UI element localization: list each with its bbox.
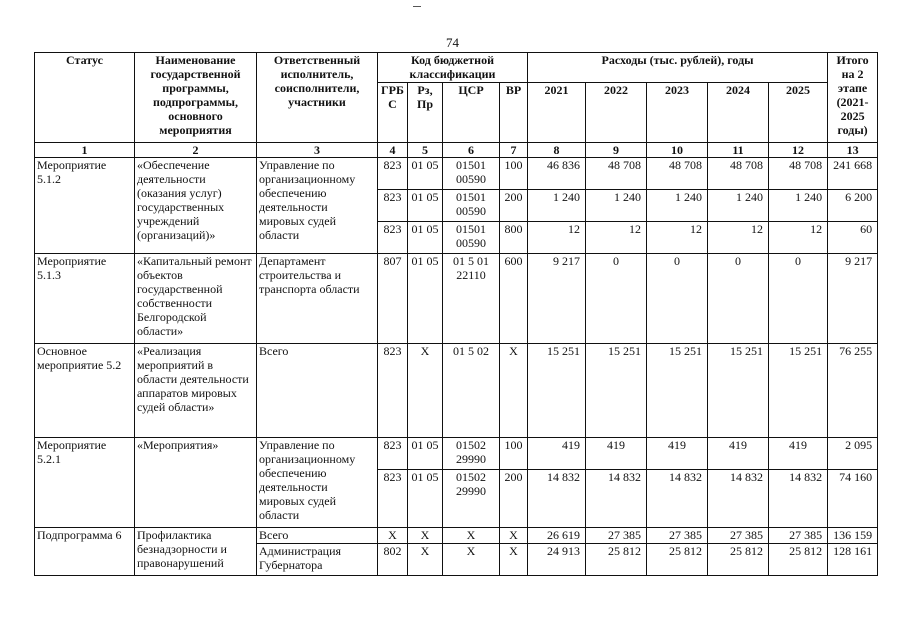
cell-rzpr: 01 05: [408, 158, 443, 190]
cell-2025: 25 812: [769, 544, 828, 576]
cell-vr: 200: [500, 190, 528, 222]
header-total: Итого на 2 этапе (2021-2025 годы): [828, 53, 878, 143]
cell-total: 136 159: [828, 528, 878, 544]
col-num: 7: [500, 143, 528, 158]
cell-2025: 27 385: [769, 528, 828, 544]
cell-rzpr: Х: [408, 544, 443, 576]
row-name: Профилактика безнадзорности и правонарушений: [135, 528, 257, 576]
cell-csr: 01 5 01 22110: [443, 254, 500, 344]
cell-rzpr: 01 05: [408, 222, 443, 254]
cell-2021: 24 913: [528, 544, 586, 576]
cell-2022: 419: [586, 438, 647, 470]
cell-grbs: 807: [378, 254, 408, 344]
col-num: 5: [408, 143, 443, 158]
cell-total: 76 255: [828, 344, 878, 438]
table-row: [35, 344, 878, 438]
cell-vr: 800: [500, 222, 528, 254]
cell-csr: 01501 00590: [443, 222, 500, 254]
cell-2024: 419: [708, 438, 769, 470]
cell-2023: 14 832: [647, 470, 708, 528]
cell-total: 241 668: [828, 158, 878, 190]
row-name: «Капитальный ремонт объектов государственной собственности Белгородской области»: [135, 254, 257, 344]
cell-2023: 0: [647, 254, 708, 344]
cell-total: 74 160: [828, 470, 878, 528]
cell-csr: 01501 00590: [443, 158, 500, 190]
cell-2022: 25 812: [586, 544, 647, 576]
col-num: 1: [35, 143, 135, 158]
col-num: 6: [443, 143, 500, 158]
table-row: [35, 528, 878, 544]
cell-2022: 48 708: [586, 158, 647, 190]
cell-2024: 48 708: [708, 158, 769, 190]
cell-2023: 48 708: [647, 158, 708, 190]
cell-vr: 200: [500, 470, 528, 528]
col-num: 13: [828, 143, 878, 158]
cell-csr: 01502 29990: [443, 470, 500, 528]
row-status: Мероприятие 5.1.2: [35, 158, 135, 254]
cell-rzpr: 01 05: [408, 190, 443, 222]
cell-2021: 46 836: [528, 158, 586, 190]
cell-2024: 14 832: [708, 470, 769, 528]
header-expenses: Расходы (тыс. рублей), годы: [528, 53, 828, 83]
cell-2025: 0: [769, 254, 828, 344]
cell-2021: 12: [528, 222, 586, 254]
cell-grbs: 823: [378, 438, 408, 470]
cell-2023: 12: [647, 222, 708, 254]
cell-2021: 14 832: [528, 470, 586, 528]
cell-2024: 1 240: [708, 190, 769, 222]
col-num: 4: [378, 143, 408, 158]
cell-csr: 01501 00590: [443, 190, 500, 222]
cell-vr: Х: [500, 544, 528, 576]
cell-2021: 1 240: [528, 190, 586, 222]
cell-2025: 48 708: [769, 158, 828, 190]
header-2025: 2025: [769, 83, 828, 143]
cell-total: 2 095: [828, 438, 878, 470]
cell-2025: 419: [769, 438, 828, 470]
table-row: [35, 254, 878, 344]
header-2024: 2024: [708, 83, 769, 143]
cell-total: 9 217: [828, 254, 878, 344]
header-2022: 2022: [586, 83, 647, 143]
row-status: Мероприятие 5.2.1: [35, 438, 135, 528]
cell-2024: 25 812: [708, 544, 769, 576]
row-name: «Реализация мероприятий в области деятельности аппаратов мировых судей области»: [135, 344, 257, 438]
row-status: Основное мероприятие 5.2: [35, 344, 135, 438]
header-name: Наименование государственной программы, подпрограммы, основного мероприятия: [135, 53, 257, 143]
cell-2023: 15 251: [647, 344, 708, 438]
column-number-row: [35, 143, 878, 158]
header-rzpr: Рз, Пр: [408, 83, 443, 143]
cell-csr: Х: [443, 544, 500, 576]
cell-csr: Х: [443, 528, 500, 544]
cell-2023: 27 385: [647, 528, 708, 544]
cell-total: 128 161: [828, 544, 878, 576]
cell-rzpr: 01 05: [408, 438, 443, 470]
col-num: 12: [769, 143, 828, 158]
cell-vr: Х: [500, 344, 528, 438]
cell-2025: 14 832: [769, 470, 828, 528]
col-num: 2: [135, 143, 257, 158]
row-responsible: Управление по организационному обеспечению деятельности мировых судей области: [257, 438, 378, 528]
col-num: 9: [586, 143, 647, 158]
header-status: Статус: [35, 53, 135, 143]
row-status: Подпрограмма 6: [35, 528, 135, 576]
cell-vr: 600: [500, 254, 528, 344]
cell-2024: 0: [708, 254, 769, 344]
cell-csr: 01 5 02: [443, 344, 500, 438]
cell-grbs: 802: [378, 544, 408, 576]
cell-2022: 27 385: [586, 528, 647, 544]
cell-total: 60: [828, 222, 878, 254]
cell-2021: 9 217: [528, 254, 586, 344]
cell-2024: 15 251: [708, 344, 769, 438]
cell-grbs: 823: [378, 344, 408, 438]
row-status: Мероприятие 5.1.3: [35, 254, 135, 344]
col-num: 11: [708, 143, 769, 158]
cell-total: 6 200: [828, 190, 878, 222]
cell-grbs: 823: [378, 190, 408, 222]
header-2021: 2021: [528, 83, 586, 143]
row-name: «Обеспечение деятельности (оказания услуг) государственных учреждений (организаций)»: [135, 158, 257, 254]
row-responsible: Управление по организационному обеспечению деятельности мировых судей области: [257, 158, 378, 254]
cell-grbs: 823: [378, 158, 408, 190]
budget-table: [34, 52, 878, 576]
table-row: [35, 438, 878, 470]
row-responsible: Департамент строительства и транспорта области: [257, 254, 378, 344]
cell-vr: 100: [500, 438, 528, 470]
cell-2021: 419: [528, 438, 586, 470]
row-responsible: Администрация Губернатора: [257, 544, 378, 576]
cell-grbs: 823: [378, 222, 408, 254]
top-mark: [413, 6, 421, 7]
cell-2023: 419: [647, 438, 708, 470]
cell-2024: 12: [708, 222, 769, 254]
cell-rzpr: Х: [408, 528, 443, 544]
header-vr: ВР: [500, 83, 528, 143]
cell-2023: 1 240: [647, 190, 708, 222]
col-num: 8: [528, 143, 586, 158]
table-row: [35, 158, 878, 190]
header-2023: 2023: [647, 83, 708, 143]
cell-2021: 15 251: [528, 344, 586, 438]
header-csr: ЦСР: [443, 83, 500, 143]
cell-2022: 1 240: [586, 190, 647, 222]
row-responsible: Всего: [257, 528, 378, 544]
cell-csr: 01502 29990: [443, 438, 500, 470]
header-budget-code: Код бюджетной классификации: [378, 53, 528, 83]
cell-vr: 100: [500, 158, 528, 190]
col-num: 3: [257, 143, 378, 158]
row-responsible: Всего: [257, 344, 378, 438]
header-responsible: Ответственный исполнитель, соисполнители, участники: [257, 53, 378, 143]
cell-rzpr: 01 05: [408, 254, 443, 344]
cell-2022: 12: [586, 222, 647, 254]
row-name: «Мероприятия»: [135, 438, 257, 528]
cell-2021: 26 619: [528, 528, 586, 544]
cell-grbs: 823: [378, 470, 408, 528]
cell-2022: 14 832: [586, 470, 647, 528]
cell-grbs: Х: [378, 528, 408, 544]
cell-2024: 27 385: [708, 528, 769, 544]
cell-rzpr: Х: [408, 344, 443, 438]
col-num: 10: [647, 143, 708, 158]
cell-rzpr: 01 05: [408, 470, 443, 528]
cell-2023: 25 812: [647, 544, 708, 576]
header-grbs: ГРБ С: [378, 83, 408, 143]
page-number: 74: [446, 35, 459, 50]
cell-2022: 0: [586, 254, 647, 344]
cell-2025: 12: [769, 222, 828, 254]
cell-2025: 15 251: [769, 344, 828, 438]
cell-2022: 15 251: [586, 344, 647, 438]
cell-2025: 1 240: [769, 190, 828, 222]
cell-vr: Х: [500, 528, 528, 544]
